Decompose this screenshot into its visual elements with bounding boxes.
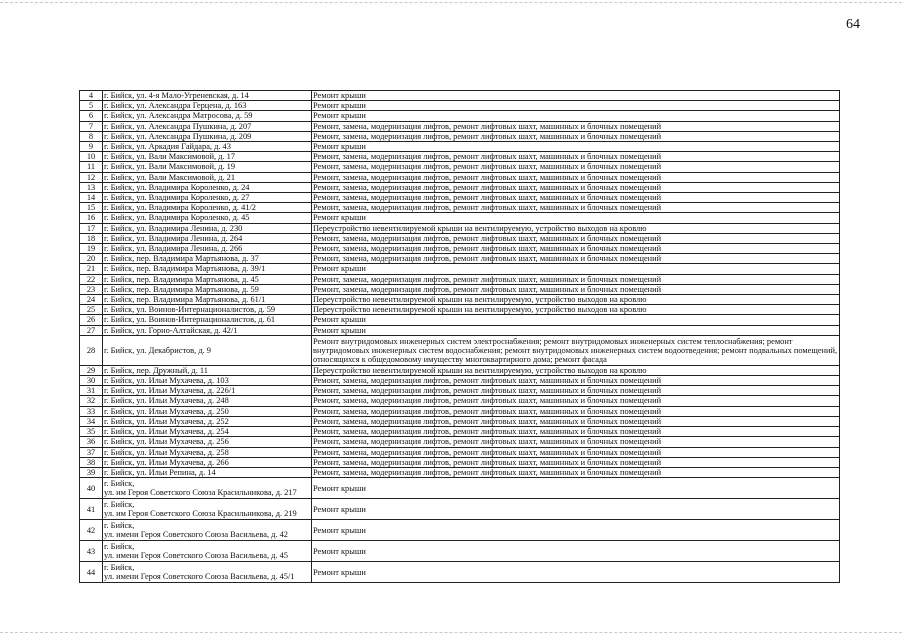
- table-row: [80, 478, 840, 499]
- address-cell: г. Бийск, ул. имени Героя Советского Союза Васильева, д. 45: [103, 541, 312, 562]
- table-row: [80, 325, 840, 335]
- address-cell: г. Бийск, ул. Владимира Ленина, д. 230: [103, 223, 312, 233]
- table-row: [80, 396, 840, 406]
- table-row: [80, 457, 840, 467]
- row-number-cell: 36: [80, 437, 103, 447]
- table-row: [80, 376, 840, 386]
- row-number-cell: 35: [80, 427, 103, 437]
- address-cell: г. Бийск, ул. Владимира Короленко, д. 27: [103, 193, 312, 203]
- work-type-cell: Переустройство невентилируемой крыши на вентилируемую, устройство выходов на кровлю: [312, 305, 840, 315]
- table-row: [80, 520, 840, 541]
- table-row: [80, 111, 840, 121]
- work-type-cell: Ремонт, замена, модернизация лифтов, ремонт лифтовых шахт, машинных и блочных помещений: [312, 131, 840, 141]
- address-cell: г. Бийск, ул. Владимира Короленко, д. 24: [103, 182, 312, 192]
- row-number-cell: 20: [80, 254, 103, 264]
- work-type-cell: Ремонт, замена, модернизация лифтов, ремонт лифтовых шахт, машинных и блочных помещений: [312, 437, 840, 447]
- row-number-cell: 42: [80, 520, 103, 541]
- row-number-cell: 15: [80, 203, 103, 213]
- work-type-cell: Ремонт крыши: [312, 520, 840, 541]
- address-cell: г. Бийск, ул. Ильи Репина, д. 14: [103, 467, 312, 477]
- address-cell: г. Бийск, ул. 4-я Мало-Угреневская, д. 14: [103, 91, 312, 101]
- work-type-cell: Ремонт крыши: [312, 264, 840, 274]
- work-type-cell: Ремонт, замена, модернизация лифтов, ремонт лифтовых шахт, машинных и блочных помещений: [312, 376, 840, 386]
- table-row: [80, 142, 840, 152]
- address-cell: г. Бийск, пер. Владимира Мартьянова, д. 61/1: [103, 295, 312, 305]
- table-row: [80, 193, 840, 203]
- work-type-cell: Ремонт, замена, модернизация лифтов, ремонт лифтовых шахт, машинных и блочных помещений: [312, 182, 840, 192]
- table-row: [80, 101, 840, 111]
- table-row: [80, 91, 840, 101]
- work-type-cell: Ремонт, замена, модернизация лифтов, ремонт лифтовых шахт, машинных и блочных помещений: [312, 406, 840, 416]
- address-cell: г. Бийск, ул. Владимира Короленко, д. 45: [103, 213, 312, 223]
- work-type-cell: Ремонт, замена, модернизация лифтов, ремонт лифтовых шахт, машинных и блочных помещений: [312, 162, 840, 172]
- table-row: [80, 121, 840, 131]
- address-cell: г. Бийск, ул. Ильи Мухачева, д. 252: [103, 416, 312, 426]
- work-type-cell: Ремонт, замена, модернизация лифтов, ремонт лифтовых шахт, машинных и блочных помещений: [312, 121, 840, 131]
- table-row: [80, 499, 840, 520]
- row-number-cell: 27: [80, 325, 103, 335]
- row-number-cell: 21: [80, 264, 103, 274]
- row-number-cell: 4: [80, 91, 103, 101]
- work-type-cell: Ремонт, замена, модернизация лифтов, ремонт лифтовых шахт, машинных и блочных помещений: [312, 233, 840, 243]
- row-number-cell: 43: [80, 541, 103, 562]
- row-number-cell: 11: [80, 162, 103, 172]
- row-number-cell: 38: [80, 457, 103, 467]
- row-number-cell: 18: [80, 233, 103, 243]
- address-cell: г. Бийск, пер. Владимира Мартьянова, д. 37: [103, 254, 312, 264]
- table-row: [80, 264, 840, 274]
- work-type-cell: Ремонт крыши: [312, 541, 840, 562]
- address-cell: г. Бийск, ул. Ильи Мухачева, д. 103: [103, 376, 312, 386]
- address-cell: г. Бийск, ул. Вали Максимовой, д. 21: [103, 172, 312, 182]
- row-number-cell: 22: [80, 274, 103, 284]
- address-cell: г. Бийск, ул. Александра Пушкина, д. 207: [103, 121, 312, 131]
- address-cell: г. Бийск, ул. Аркадия Гайдара, д. 43: [103, 142, 312, 152]
- table-row: [80, 244, 840, 254]
- table-row: [80, 131, 840, 141]
- address-cell: г. Бийск, ул. Ильи Мухачева, д. 248: [103, 396, 312, 406]
- address-cell: г. Бийск, ул. Горно-Алтайская, д. 42/1: [103, 325, 312, 335]
- address-cell: г. Бийск, ул. им Героя Советского Союза Красильникова, д. 219: [103, 499, 312, 520]
- page-number: 64: [846, 17, 860, 32]
- work-type-cell: Переустройство невентилируемой крыши на вентилируемую, устройство выходов на кровлю: [312, 223, 840, 233]
- work-type-cell: Ремонт, замена, модернизация лифтов, ремонт лифтовых шахт, машинных и блочных помещений: [312, 386, 840, 396]
- table-row: [80, 562, 840, 583]
- table-row: [80, 203, 840, 213]
- table-row: [80, 152, 840, 162]
- table-row: [80, 437, 840, 447]
- table-row: [80, 541, 840, 562]
- row-number-cell: 16: [80, 213, 103, 223]
- work-type-cell: Ремонт, замена, модернизация лифтов, ремонт лифтовых шахт, машинных и блочных помещений: [312, 244, 840, 254]
- row-number-cell: 19: [80, 244, 103, 254]
- row-number-cell: 9: [80, 142, 103, 152]
- table-row: [80, 233, 840, 243]
- table-row: [80, 416, 840, 426]
- table-row: [80, 274, 840, 284]
- work-type-cell: Переустройство невентилируемой крыши на вентилируемую, устройство выходов на кровлю: [312, 295, 840, 305]
- row-number-cell: 34: [80, 416, 103, 426]
- row-number-cell: 8: [80, 131, 103, 141]
- row-number-cell: 23: [80, 284, 103, 294]
- work-type-cell: Переустройство невентилируемой крыши на вентилируемую, устройство выходов на кровлю: [312, 365, 840, 375]
- row-number-cell: 14: [80, 193, 103, 203]
- row-number-cell: 26: [80, 315, 103, 325]
- table-row: [80, 172, 840, 182]
- row-number-cell: 37: [80, 447, 103, 457]
- row-number-cell: 24: [80, 295, 103, 305]
- address-cell: г. Бийск, ул. Александра Матросова, д. 59: [103, 111, 312, 121]
- row-number-cell: 44: [80, 562, 103, 583]
- address-cell: г. Бийск, ул. им Героя Советского Союза Красильникова, д. 217: [103, 478, 312, 499]
- scan-edge-top: [0, 2, 902, 3]
- address-cell: г. Бийск, пер. Владимира Мартьянова, д. 59: [103, 284, 312, 294]
- row-number-cell: 5: [80, 101, 103, 111]
- address-cell: г. Бийск, ул. Александра Герцена, д. 163: [103, 101, 312, 111]
- table-row: [80, 315, 840, 325]
- row-number-cell: 39: [80, 467, 103, 477]
- row-number-cell: 6: [80, 111, 103, 121]
- address-cell: г. Бийск, ул. Вали Максимовой, д. 17: [103, 152, 312, 162]
- row-number-cell: 32: [80, 396, 103, 406]
- row-number-cell: 10: [80, 152, 103, 162]
- work-type-cell: Ремонт крыши: [312, 91, 840, 101]
- work-type-cell: Ремонт крыши: [312, 325, 840, 335]
- row-number-cell: 28: [80, 335, 103, 365]
- row-number-cell: 7: [80, 121, 103, 131]
- row-number-cell: 30: [80, 376, 103, 386]
- work-type-cell: Ремонт крыши: [312, 142, 840, 152]
- table-row: [80, 427, 840, 437]
- address-cell: г. Бийск, ул. Ильи Мухачева, д. 226/1: [103, 386, 312, 396]
- work-type-cell: Ремонт крыши: [312, 213, 840, 223]
- work-type-cell: Ремонт крыши: [312, 111, 840, 121]
- work-type-cell: Ремонт, замена, модернизация лифтов, ремонт лифтовых шахт, машинных и блочных помещений: [312, 284, 840, 294]
- scan-edge-bottom: [0, 632, 902, 633]
- work-type-cell: Ремонт крыши: [312, 562, 840, 583]
- work-type-cell: Ремонт крыши: [312, 315, 840, 325]
- row-number-cell: 17: [80, 223, 103, 233]
- row-number-cell: 31: [80, 386, 103, 396]
- row-number-cell: 13: [80, 182, 103, 192]
- address-cell: г. Бийск, ул. Ильи Мухачева, д. 254: [103, 427, 312, 437]
- address-cell: г. Бийск, ул. Воинов-Интернационалистов, д. 59: [103, 305, 312, 315]
- row-number-cell: 29: [80, 365, 103, 375]
- address-cell: г. Бийск, пер. Владимира Мартьянова, д. 45: [103, 274, 312, 284]
- repair-table-body: [80, 91, 840, 583]
- row-number-cell: 12: [80, 172, 103, 182]
- table-row: [80, 406, 840, 416]
- work-type-cell: Ремонт, замена, модернизация лифтов, ремонт лифтовых шахт, машинных и блочных помещений: [312, 416, 840, 426]
- work-type-cell: Ремонт, замена, модернизация лифтов, ремонт лифтовых шахт, машинных и блочных помещений: [312, 203, 840, 213]
- work-type-cell: Ремонт, замена, модернизация лифтов, ремонт лифтовых шахт, машинных и блочных помещений: [312, 152, 840, 162]
- table-row: [80, 447, 840, 457]
- work-type-cell: Ремонт, замена, модернизация лифтов, ремонт лифтовых шахт, машинных и блочных помещений: [312, 396, 840, 406]
- address-cell: г. Бийск, ул. Владимира Ленина, д. 264: [103, 233, 312, 243]
- table-row: [80, 386, 840, 396]
- work-type-cell: Ремонт крыши: [312, 101, 840, 111]
- table-row: [80, 162, 840, 172]
- work-type-cell: Ремонт, замена, модернизация лифтов, ремонт лифтовых шахт, машинных и блочных помещений: [312, 467, 840, 477]
- table-row: [80, 213, 840, 223]
- address-cell: г. Бийск, ул. Декабристов, д. 9: [103, 335, 312, 365]
- table-row: [80, 284, 840, 294]
- address-cell: г. Бийск, ул. Вали Максимовой, д. 19: [103, 162, 312, 172]
- work-type-cell: Ремонт, замена, модернизация лифтов, ремонт лифтовых шахт, машинных и блочных помещений: [312, 193, 840, 203]
- repair-table: [79, 90, 840, 583]
- row-number-cell: 33: [80, 406, 103, 416]
- work-type-cell: Ремонт, замена, модернизация лифтов, ремонт лифтовых шахт, машинных и блочных помещений: [312, 447, 840, 457]
- address-cell: г. Бийск, ул. Ильи Мухачева, д. 256: [103, 437, 312, 447]
- address-cell: г. Бийск, ул. Владимира Короленко, д. 41/2: [103, 203, 312, 213]
- table-row: [80, 335, 840, 365]
- work-type-cell: Ремонт, замена, модернизация лифтов, ремонт лифтовых шахт, машинных и блочных помещений: [312, 427, 840, 437]
- address-cell: г. Бийск, ул. Ильи Мухачева, д. 266: [103, 457, 312, 467]
- work-type-cell: Ремонт, замена, модернизация лифтов, ремонт лифтовых шахт, машинных и блочных помещений: [312, 274, 840, 284]
- address-cell: г. Бийск, ул. имени Героя Советского Союза Васильева, д. 45/1: [103, 562, 312, 583]
- table-row: [80, 467, 840, 477]
- work-type-cell: Ремонт крыши: [312, 499, 840, 520]
- table-row: [80, 365, 840, 375]
- address-cell: г. Бийск, пер. Дружный, д. 11: [103, 365, 312, 375]
- work-type-cell: Ремонт, замена, модернизация лифтов, ремонт лифтовых шахт, машинных и блочных помещений: [312, 172, 840, 182]
- table-row: [80, 223, 840, 233]
- work-type-cell: Ремонт крыши: [312, 478, 840, 499]
- work-type-cell: Ремонт внутридомовых инженерных систем электроснабжения; ремонт внутридомовых инженерных систем теплоснабжения; ремонт внутридомовых инженерных систем водоснабжения; ремонт внутридомовых инженерных систем водоотведения; ремонт подвальных помещений, относящихся к общедомовому имуществу многоквартирного дома; ремонт фасада: [312, 335, 840, 365]
- work-type-cell: Ремонт, замена, модернизация лифтов, ремонт лифтовых шахт, машинных и блочных помещений: [312, 457, 840, 467]
- address-cell: г. Бийск, ул. имени Героя Советского Союза Васильева, д. 42: [103, 520, 312, 541]
- address-cell: г. Бийск, ул. Ильи Мухачева, д. 258: [103, 447, 312, 457]
- address-cell: г. Бийск, ул. Александра Пушкина, д. 209: [103, 131, 312, 141]
- table-row: [80, 254, 840, 264]
- row-number-cell: 40: [80, 478, 103, 499]
- address-cell: г. Бийск, ул. Ильи Мухачева, д. 250: [103, 406, 312, 416]
- row-number-cell: 25: [80, 305, 103, 315]
- table-row: [80, 305, 840, 315]
- address-cell: г. Бийск, пер. Владимира Мартьянова, д. 39/1: [103, 264, 312, 274]
- address-cell: г. Бийск, ул. Владимира Ленина, д. 266: [103, 244, 312, 254]
- address-cell: г. Бийск, ул. Воинов-Интернационалистов, д. 61: [103, 315, 312, 325]
- table-row: [80, 295, 840, 305]
- work-type-cell: Ремонт, замена, модернизация лифтов, ремонт лифтовых шахт, машинных и блочных помещений: [312, 254, 840, 264]
- row-number-cell: 41: [80, 499, 103, 520]
- table-row: [80, 182, 840, 192]
